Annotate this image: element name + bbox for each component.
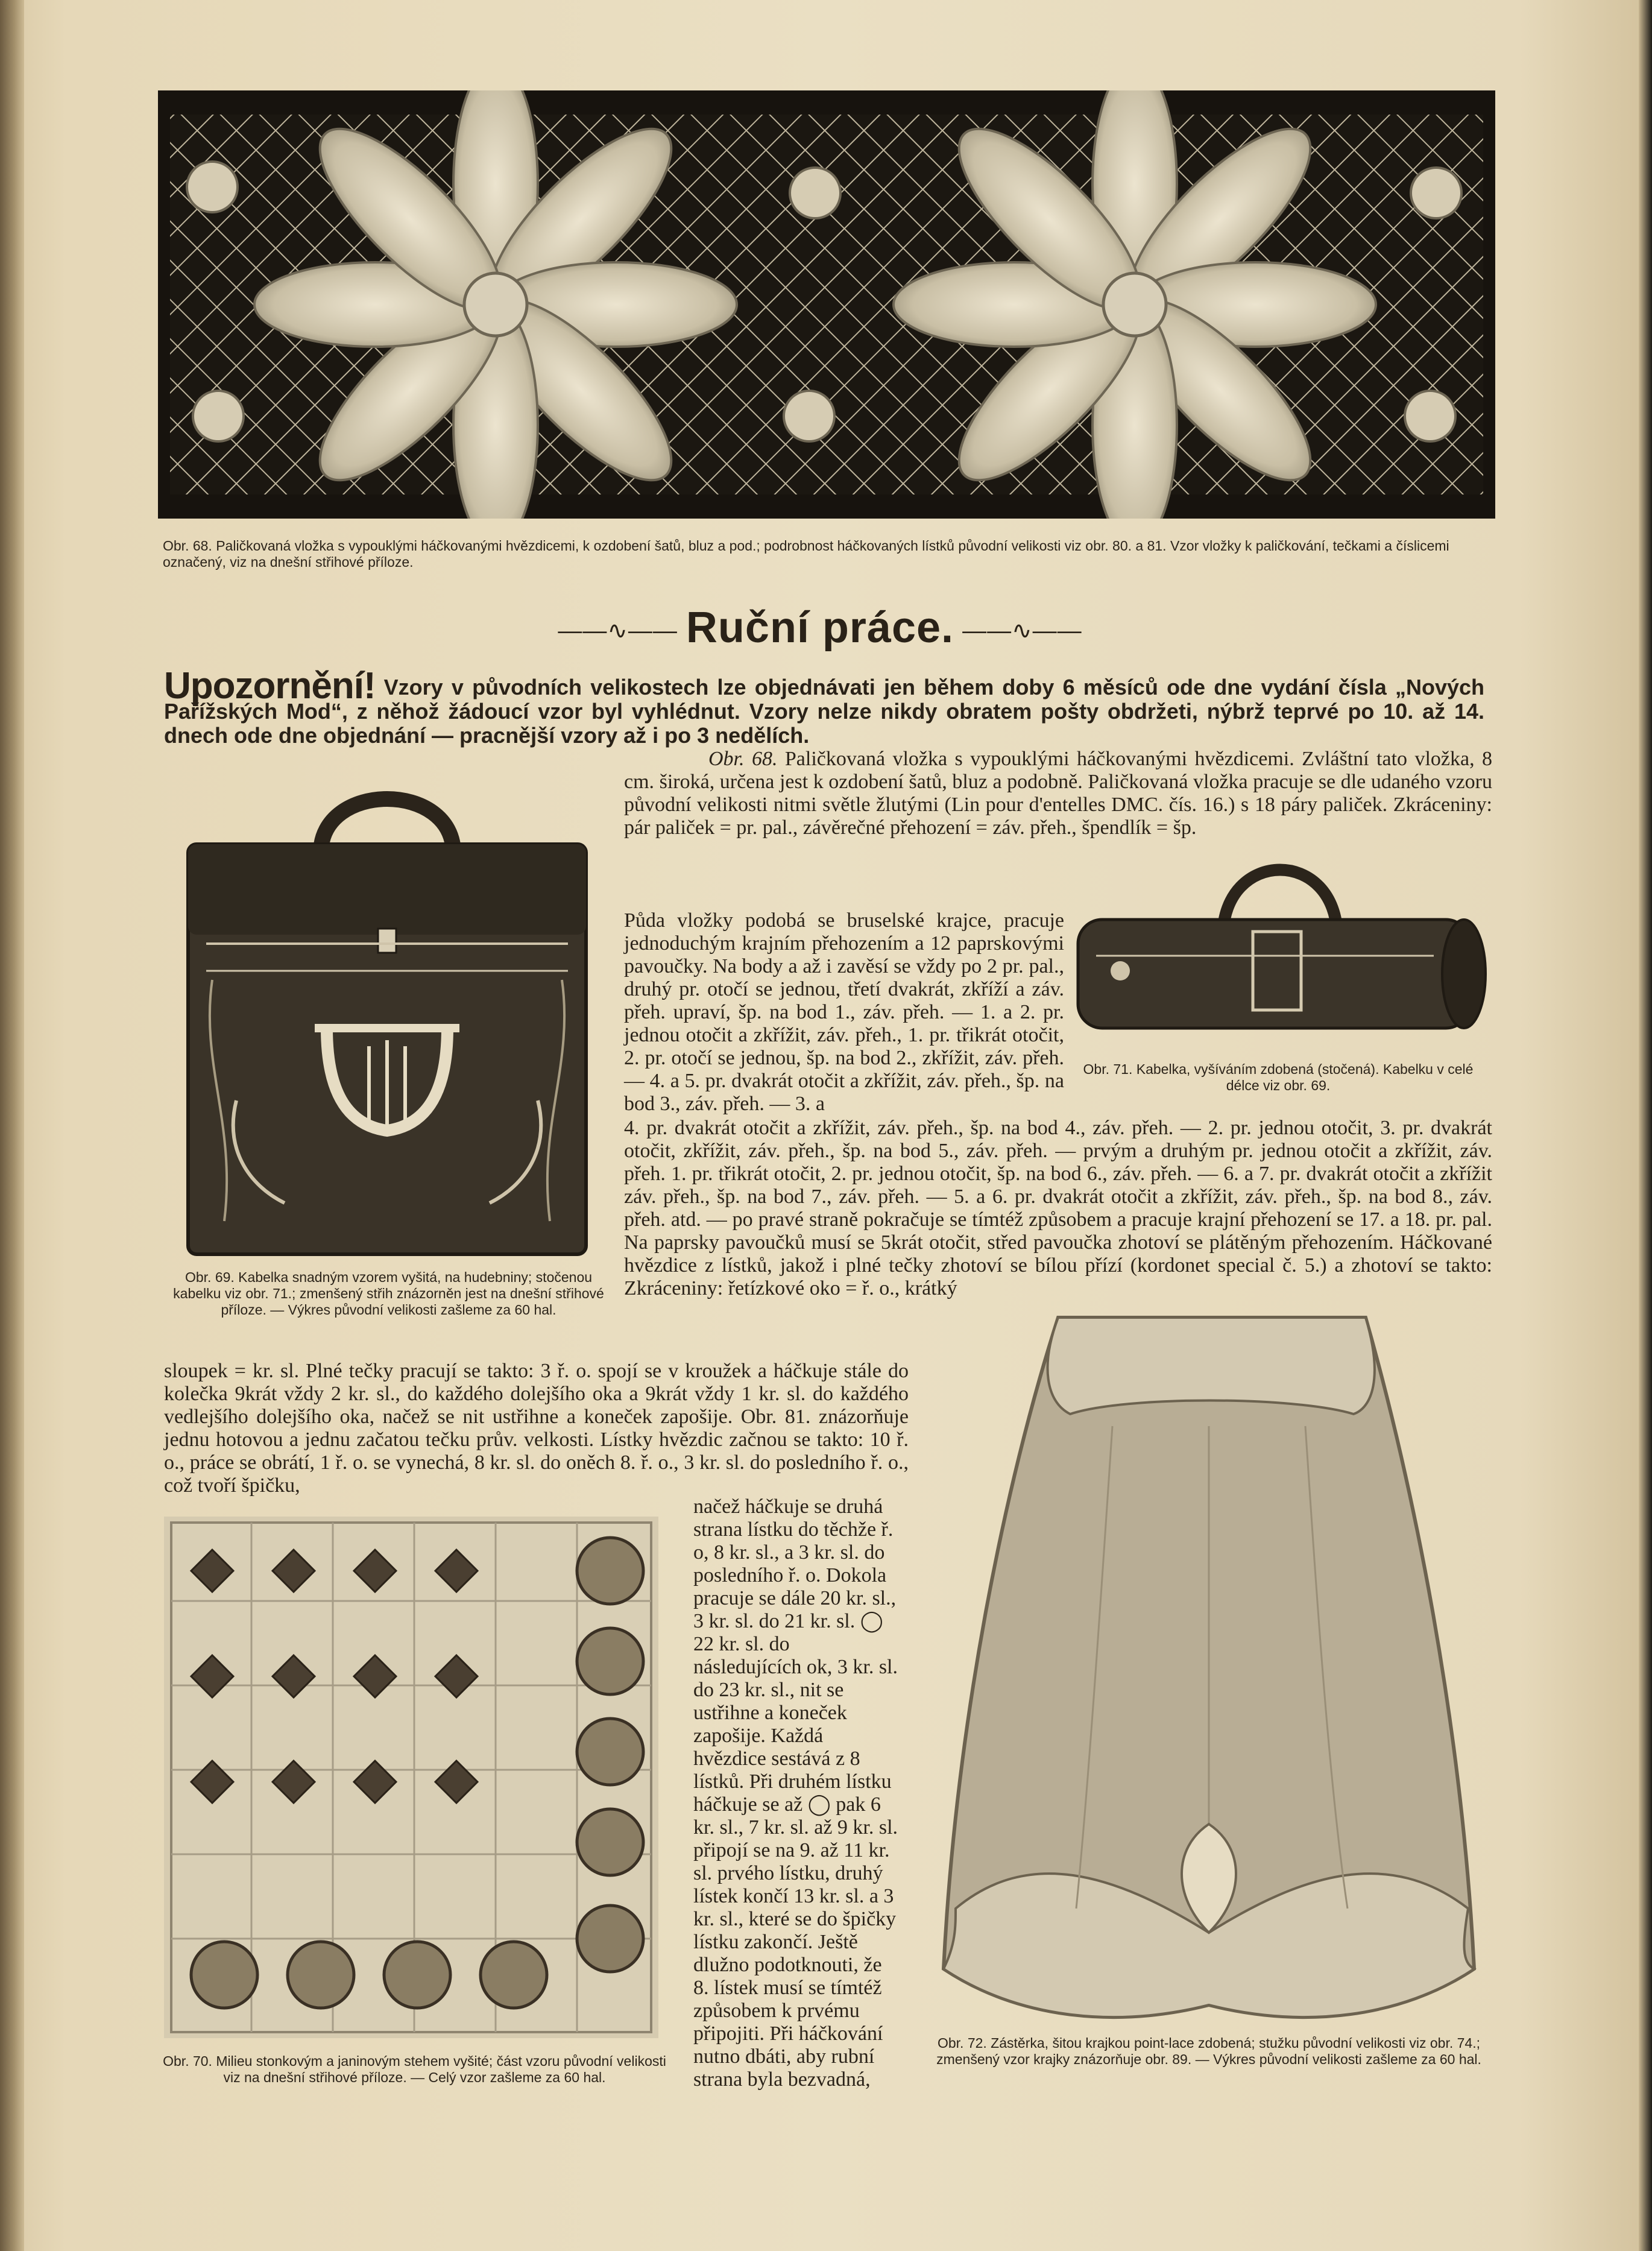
article-text-part2	[624, 909, 1064, 1116]
caption-obr-72: Obr. 72. Zástěrka, šitou krajkou point-lace zdobená; stužku původní velikosti viz obr. 74.; zmenšený vzor krajky znázorňuje obr. 89. — Výkres původní velikosti zašleme za 60 hal.	[936, 2035, 1481, 2067]
article-text-part1	[624, 748, 1492, 839]
article-text-part4	[164, 1360, 909, 1497]
figure-70-milieu	[164, 1517, 658, 2038]
caption-obr-69: Obr. 69. Kabelka snadným vzorem vyšitá, na hudebniny; stočenou kabelku viz obr. 71.; zmenšený střih znázorněn jest na dnešní střihové příloze. — Výkres původní velikosti zašleme za 60 hal.	[173, 1269, 604, 1318]
article-text-part5	[693, 1495, 900, 2091]
figure-69-music-bag	[164, 763, 610, 1263]
book-spine	[0, 0, 24, 2251]
caption-obr-70: Obr. 70. Milieu stonkovým a janinovým stehem vyšité; část vzoru původní velikosti viz na dnešní střihové příloze. — Celý vzor zašleme za 60 hal.	[163, 2053, 666, 2085]
apron-illustration	[932, 1305, 1486, 2035]
bag-illustration	[164, 763, 610, 1263]
article-p5: načež háčkuje se druhá strana lístku do těchže ř. o, 8 kr. sl., a 3 kr. sl. do posledního ř. o. Dokola pracuje se dále 20 kr. sl., 3 kr. sl. do 21 kr. sl. ◯ 22 kr. sl. do následujících ok, 3 kr. sl. do 23 kr. sl., nit se ustřihne a koneček zapošije. Každá hvězdice sestává z 8 lístků. Při druhém lístku háčkuje se až ◯ pak 6 kr. sl., 7 kr. sl. až 9 kr. sl. připojí se na 9. až 11 kr. sl. prvého lístku, druhý lístek končí 13 kr. sl. a 3 kr. sl., které se do špičky lístku zakončí. Ještě dlužno podotknouti, že 8. lístek musí se tímtéž způsobem k prvému připojiti. Při háčkování nutno dbáti, aby rubní strana byla bezvadná,	[693, 1495, 898, 2091]
article-p2: Půda vložky podobá se bruselské krajce, pracuje jednoduchým krajním přehozením a 12 paprskovými pavoučky. Na body a až i zavěsí se vždy po 2 pr. pal., druhý pr. otočí se jednou, třetí dvakrát, zkříží a záv. přeh. upraví, šp. na bod 1., záv. přeh. — 1. a 2. pr. jednou otočit a zkřížit, záv. přeh., 1. pr. třikrát otočit, 2. pr. otočí se jednou, šp. na bod 2., zkřížit, záv. přeh. — 4. a 5. pr. dvakrát otočit a zkřížit, záv. přeh., šp. na bod 3., záv. přeh. — 3. a	[624, 909, 1064, 1115]
notice-lead: Upozornění!	[164, 665, 376, 707]
obr-reference: Obr. 68.	[708, 748, 778, 770]
figure-68-lace-insert	[158, 90, 1495, 519]
caption-obr-68: Obr. 68. Paličkovaná vložka s vypouklými háčkovanými hvězdicemi, k ozdobení šatů, bluz a pod.; podrobnost háčkovaných lístků původní velikosti viz obr. 80. a 81. Vzor vložky k paličkování, tečkami a číslicemi označený, viz na dnešní střihové příloze.	[163, 538, 1449, 570]
heading-ornament-right: ——∿——	[962, 617, 1082, 644]
article-p4: sloupek = kr. sl. Plné tečky pracují se takto: 3 ř. o. spojí se v kroužek a háčkuje stále do kolečka 9krát vždy 2 kr. sl., do každého dolejšího oka a 9krát vždy 1 kr. sl. do každého vedlejšího dolejšího oka, načež se nit ustřihne a koneček zapošije. Obr. 81. znázorňuje jednu hotovou a jednu začatou tečku prův. velkosti. Lístky hvězdic začnou se takto: 10 ř. o., práce se obrátí, 1 ř. o. se vynechá, 8 kr. sl. do oněch 8. ř. o., 3 kr. sl. do posledního ř. o., což tvoří špičku,	[164, 1360, 909, 1497]
milieu-illustration	[164, 1517, 658, 2038]
page-edge	[1639, 0, 1652, 2251]
notice-body: Vzory v původních velikostech lze objednávati jen během doby 6 měsíců ode dne vydání čísla „Nových Pařížských Mod“, z něhož žádoucí vzor byl vyhlédnut. Vzory nelze nikdy obratem pošty obdržeti, nýbrž teprvé po 10. až 14. dnech ode dne objednání — pracnější vzory až i po 3 nedělích.	[164, 675, 1484, 748]
article-p1-start: Paličkovaná vložka s vypouklými háčkovanými hvězdicemi. Zvláštní tato vložka, 8 cm. široká, určena jest k ozdobení šatů, bluz a podobně. Paličkovaná vložka pracuje se dle udaného vzoru původní velikosti nitmi světle žlutými (Lin pour d'entelles DMC. čís. 16.) s 18 páry paliček. Zkráceniny: pár paliček = pr. pal., závěrečné přehození = záv. přeh., špendlík = šp.	[624, 748, 1492, 839]
figure-72-apron	[932, 1305, 1486, 2035]
heading-ornament-left: ——∿——	[558, 617, 678, 644]
article-text-part3	[624, 1117, 1492, 1300]
article-p3: 4. pr. dvakrát otočit a zkřížit, záv. přeh., šp. na bod 4., záv. přeh. — 2. pr. jednou otočit, 3. pr. dvakrát otočit, zkřížit, záv. přeh., šp. na bod 5., záv. přeh. — prvým a druhým pr. jednou otočit a zkřížit, záv. přeh. 1. pr. třikrát otočit, 2. pr. jednou otočit, šp. na bod 6., záv. přeh. — 6. a 7. pr. dvakrát otočit a zkřížit záv. přeh., šp. na bod 7., záv. přeh. — 5. a 6. pr. dvakrát otočit a zkřížit, záv. přeh., šp. na bod 8., záv. přeh. atd. — po pravé straně pokračuje se tímtéž způsobem a pracuje krajní přehození se 17. a 18. pr. pal. Na paprsky pavoučků musí se 5krát otočit, střed pavoučka zhotoví se plátěným přehozením. Háčkované hvězdice z lístků, jakož i plné tečky zhotoví se bílou přízí (kordonet special č. 5.) a zhotoví se takto: Zkráceniny: řetízkové oko = ř. o., krátký	[624, 1117, 1492, 1299]
section-heading	[531, 603, 1109, 657]
caption-obr-71: Obr. 71. Kabelka, vyšíváním zdobená (stočená). Kabelku v celé délce viz obr. 69.	[1083, 1061, 1474, 1093]
star-flower-left	[254, 90, 737, 519]
star-flower-right	[894, 90, 1376, 519]
section-title: Ruční práce.	[686, 604, 954, 652]
lace-illustration	[158, 90, 1495, 519]
notice-paragraph	[164, 665, 1484, 748]
rolled-bag-illustration	[1072, 835, 1488, 1040]
figure-71-rolled-bag	[1072, 835, 1488, 1040]
